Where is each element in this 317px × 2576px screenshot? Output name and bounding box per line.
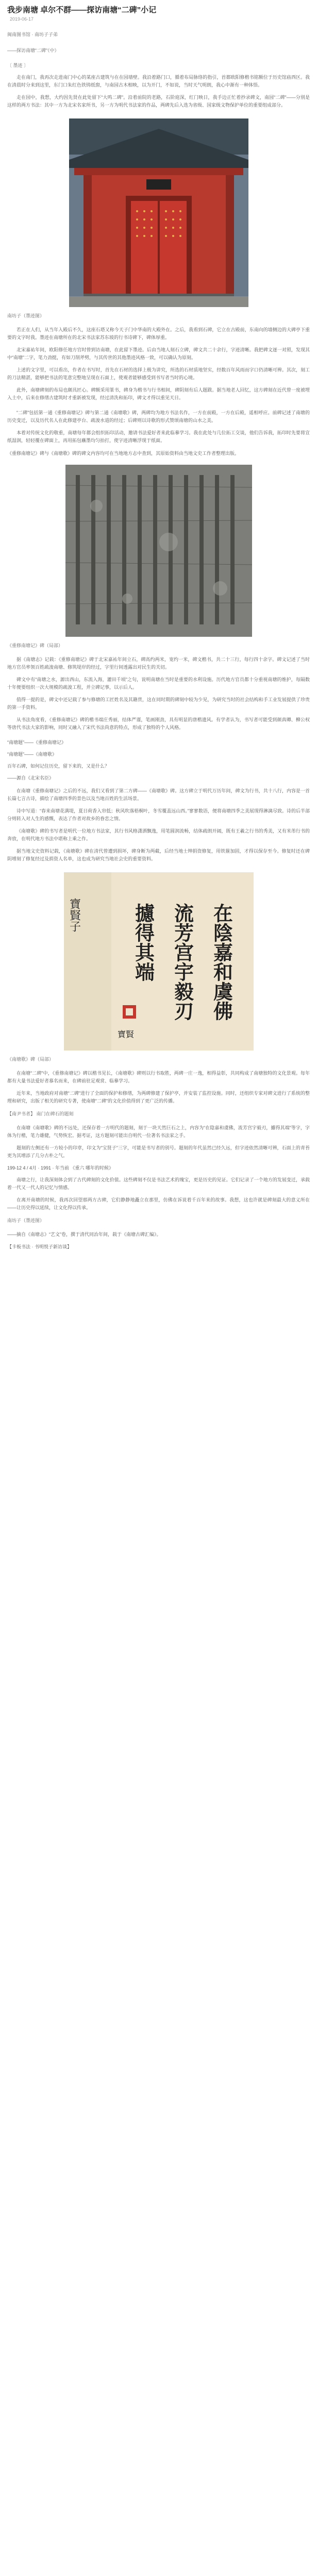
- calligraphy-image: [64, 872, 254, 1050]
- end-note: 199-12 4 / 4月 · 1991 · 年当前 《重六 哪年的时候》: [7, 1165, 114, 1171]
- footer-label: 南坊子（墨迹图）: [7, 1218, 45, 1223]
- paragraph-group-2: [7, 326, 310, 402]
- paragraph: 值得一提的是，碑文中还记载了参与修塘的工匠姓名及其籍贯，这在同时期的碑刻中较为少见，为研究当时的社会结构和手工业发展提供了珍贵的第一手资料。: [7, 697, 310, 710]
- quote-block: 《重修南塘记》碑与《南塘歌》碑的碑文内容均可在当地地方志中查到，其原始资料由当地文史工作者整理出版。: [7, 451, 240, 456]
- article-kicker: 〔 墨迹 〕: [7, 63, 29, 68]
- paragraph-group-5: [7, 787, 310, 863]
- stele-caption: 《重修南塘记》碑（局部）: [7, 643, 63, 648]
- article-title: 我步南塘 卓尔不群——探访南塘“二碑”小记: [7, 6, 157, 14]
- paragraph: 北宋嘉祐年间，欧阳修任地方官时曾到访南塘，在此留下墨迹。后由当地人刻石立碑，碑文共二十余行，字迹清晰。我把碑文逐一对照，发现其中“南塘”二字，笔力劲挺，有如刀削斧劈，与其传世的其他墨迹风格一致，可以确认为原刻。: [7, 347, 310, 360]
- paragraph-group-7: [7, 1124, 310, 1160]
- paragraph-group-3: [7, 409, 310, 445]
- footer-link[interactable]: 【卡板书法 · 书明悦子新访谈】: [7, 1244, 72, 1249]
- photo-caption: 南坊子（墨迹图）: [7, 313, 45, 318]
- article-byline: 闽南图书馆 · 南坊子子弟: [7, 32, 58, 37]
- paragraph: 碑文中有“南塘之水，源出西山，东流入海，灌田千顷”之句，说明南塘在当时是重要的水利设施。历代地方官员都十分重视南塘的维护，每隔数十年便要组织一次大规模的疏浚工程，并立碑记事，以示后人。: [7, 677, 310, 690]
- paragraph: 《南塘歌》碑的书写者是明代一位地方书法家，其行书风格潇洒飘逸，用笔圆润流畅，结体疏朗开阔，既有王羲之行书的秀美，又有米芾行书的奔放，在明代地方书法中堪称上乘之作。: [7, 828, 310, 841]
- section-title: “南塘题”——《重修南塘记》: [7, 740, 66, 745]
- section-source: ——源自《北宋名臣》: [7, 775, 54, 781]
- article-body: [0, 0, 317, 1250]
- calligraphy-signature: 寶賢: [117, 1029, 134, 1039]
- paragraph: 近年来，当地政府对南塘“二碑”进行了全面的保护和修缮，为两碑修建了保护亭，并安装了监控设施。同时，还组织专家对碑文进行了系统的整理和研究，出版了相关的研究专著，使南塘“二碑”的文化价值得到了更广泛的传播。: [7, 1091, 310, 1104]
- calligraphy-caption: 《南塘歌》碑（局部）: [7, 1057, 54, 1062]
- paragraph: 上述的文字里，可以看出，作者在书写时，首先在石材的选择上极为讲究，所选的石材质地坚实，经数百年风雨而字口仍清晰可辨。其次，刻工的刀法精湛，能够把书法的笔意完整地呈现在石面上，使观者能够感受到书写者当时的心境。: [7, 367, 310, 380]
- stele-photo: [65, 465, 252, 637]
- paragraph: 本着对传统文化的敬重，南塘每年都会组织拓印活动，邀请书法爱好者来此临摹学习。我在此处与几位拓工交谈，他们告诉我，拓印时先要将宣纸湿润，轻轻覆在碑面上，再用拓包蘸墨均匀拍打，使字迹清晰浮现于纸面。: [7, 430, 310, 443]
- paragraph: 据当地文史资料记载，《南塘歌》碑在清代曾遭到损坏，碑身断为两截，后经当地士绅捐资修复，用铁箍加固，才得以保存至今。修复时还在碑阴增刻了修复经过及捐资人名单，这也成为研究当地社会史的重要资料。: [7, 849, 310, 861]
- calligraphy-line-2: 流芳宫宇毅刃: [171, 903, 194, 1021]
- paragraph: 走在南门，我再次走进南门中心的某座古建筑与在在园墙壁。我沿着路门口，循着布局脉络的指引，首都欧阳修楷书铭额位于历史馆庙西区。我在清晨时分来到这里，东门口朱红色铁铸纸窗，与南园古木相映，以为开门，不如说，当时天气明朗，我心中渐有一种体悟。: [7, 75, 310, 88]
- paragraph: 在南塘《重修南塘记》之后的不远，我们又看到了第二方碑——《南塘歌》碑。这方碑立于明代万历年间，碑文为行书，共十八行，内容是一首长篇七言古诗，描绘了南塘四季的景色以及当地百姓的生活场景。: [7, 788, 310, 801]
- paragraph-group-4: [7, 656, 310, 732]
- paragraph: 若正在人们，从当年入殿后不久，这座石塔又称今天子门中华南的大殿外在。之后，我看到石碑，它立在古殿前，东南向的墙侧边的大碑亭下重要的文字时我。墨迹在南塘所在的北宋书法家苏东坡的行书诗碑下，碑体厚重。: [7, 327, 310, 340]
- paragraph: 从书法角度看，《重修南塘记》碑的楷书端庄秀丽，结体严谨，笔画刚劲，具有明显的唐楷遗风。有学者认为，书写者可能受到颜真卿、柳公权等唐代书法大家的影响，同时又融入了宋代书法尚意的特点，形成了独特的个人风格。: [7, 717, 310, 730]
- calligraphy-side: 寶賢子: [68, 898, 80, 932]
- temple-photo: [69, 118, 248, 307]
- paragraph: 诗中写道：“春来南塘花满堤，夏日荷香入帘低；秋风吹落梧桐叶，冬雪覆盖远山西。”寥寥数语，便将南塘四季之美展现得淋漓尽致。诗的后半部分则转入对人生的感慨，表达了作者对故乡的眷恋之情。: [7, 808, 310, 821]
- paragraph: 在离开南塘的时候，我再次回望那两方古碑，它们静静地矗立在那里，仿佛在诉说着千百年来的故事。我想，这也许就是碑刻最大的意义所在——让历史得以延续，让文化得以传承。: [7, 1197, 310, 1210]
- section-line: “南塘题”——《南塘歌》: [7, 752, 57, 757]
- paragraph: 据《南塘志》记载：《重修南塘记》碑于北宋嘉祐年间立石，碑高约两米，宽约一米，碑文楷书，共二十三行，每行四十余字。碑文记述了当时地方官员率领百姓疏浚南塘、修筑堤岸的经过，字里行间透露出对民生的关切。: [7, 657, 310, 670]
- section-note: 百年石碑，如何记住历史，留下来的，又是什么？: [7, 764, 110, 769]
- paragraph: 南塘之行，让我深刻体会到了古代碑刻的文化价值。这些碑刻不仅是书法艺术的瑰宝，更是历史的见证。它们记录了一个地方的发展变迁，承载着一代又一代人的记忆与情感。: [7, 1177, 310, 1190]
- article-series: ——探访南塘“二碑”（中）: [7, 48, 59, 53]
- paragraph: 走在园中，我想，大约因先贤在此处留下“大鸣二碑”。沿着前院的老路，石阶庭深，红门映日，我手边正忙着抄录碑文，南园“二碑”——分别是这样的两方书法：其中一方为北宋名家所书，另一方为明代书法家的作品，两碑先后入选为省级、国家级文物保护单位的重要组成部分。: [7, 95, 310, 108]
- paragraph-group-8: [7, 1176, 310, 1212]
- paragraph: 在南塘《南塘歌》碑的不远处，还保存着一方明代的题刻，刻于一块天然巨石之上，内容为“在陰嘉和虞佛，流芳宫宇毅刃，攄得其端”等字，字体为行楷，笔力雄健，气势恢宏。据考证，这方题刻可能出自明代一位著名书法家之手。: [7, 1125, 310, 1138]
- paragraph: 题刻的左侧还有一方较小的印章，印文为“宝贤子”三字，可能是书写者的别号。题刻的年代虽然已经久远，但字迹依然清晰可辨，石面上的青苔更为其增添了几分古朴之气。: [7, 1145, 310, 1158]
- article-meta: 2019-06-17: [7, 16, 34, 22]
- article-page: [0, 0, 317, 1250]
- paragraph: “二碑”包括第一通《重修南塘记》碑与第二通《南塘歌》碑，两碑均为地方书法名作，一方在前殿，一方在后殿，遥相呼应。前碑记述了南塘的历史变迁，以及历代名人在此修建亭台、疏浚水道的经过；后碑则以诗歌的形式赞颂南塘的山水之美。: [7, 410, 310, 423]
- paragraph: 此外，南塘碑刻的布局也颇具匠心。碑额采用篆书，碑身为楷书与行书相间，碑阴刻有后人题跋。据当地老人回忆，这方碑刻在近代曾一度被埋入土中，后来在修缮古建筑时才重新被发现，经过清洗和拓印，碑文才得以重见天日。: [7, 387, 310, 400]
- footer-paragraph: ——摘自《南塘志》“艺文”卷，撰于清代同治年间，载于《南塘古碑汇编》。: [7, 1232, 161, 1237]
- inscription-caption: 【南尹书者】 南门在碑石的题刻: [7, 1111, 74, 1116]
- calligraphy-line-3: 攄得其端: [131, 903, 155, 981]
- paragraph-group-1: [7, 74, 310, 109]
- paragraph-group-6: [7, 1070, 310, 1105]
- calligraphy-line-1: 在陰嘉和虞佛: [210, 903, 233, 1021]
- paragraph: 在南塘“二碑”中，《重修南塘记》碑以楷书见长，《南塘歌》碑则以行书取胜，两碑一庄一逸，相得益彰，共同构成了南塘独特的文化景观。每年都有大量书法爱好者慕名而来，在碑前驻足观赏、临摹学习。: [7, 1071, 310, 1083]
